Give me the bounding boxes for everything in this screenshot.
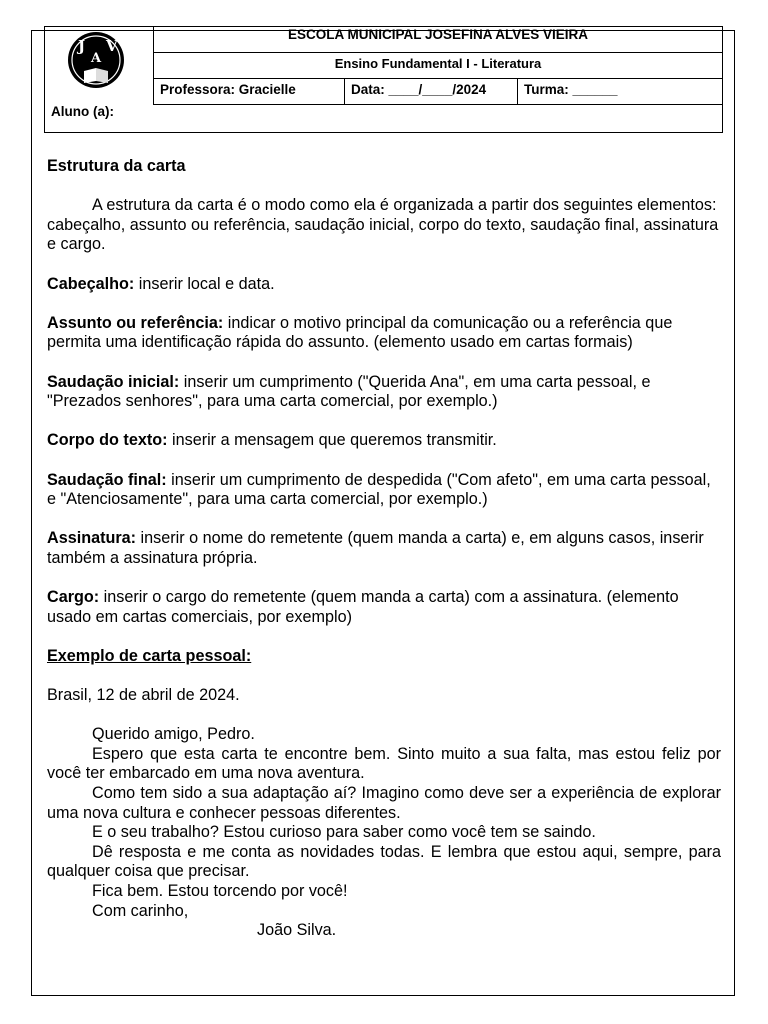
school-name-row: [154, 27, 722, 53]
section-title: Estrutura da carta: [47, 157, 186, 175]
letter-paragraph: Dê resposta e me conta as novidades todas. E lembra que estou aqui, sempre, para qualquer coisa que precisar.: [47, 842, 721, 881]
header-table: [44, 26, 723, 133]
element-text: inserir um cumprimento ("Querida Ana", em uma carta pessoal, e "Prezados senhores", para uma carta comercial, por exemplo.): [47, 372, 651, 411]
letter-signature: João Silva.: [257, 921, 337, 940]
school-name: ESCOLA MUNICIPAL JOSEFINA ALVES VIEIRA: [287, 27, 589, 42]
element-term: Assinatura:: [47, 529, 137, 548]
logo-letter-j: J: [78, 37, 86, 55]
element-saudacao-final: [47, 471, 721, 510]
element-saudacao-inicial: [47, 373, 721, 412]
element-cabecalho: [47, 275, 721, 295]
letter-closing: Com carinho,: [92, 901, 189, 920]
letter-paragraph: E o seu trabalho? Estou curioso para saber como você tem se saindo.: [92, 823, 596, 842]
element-cargo: [47, 588, 721, 627]
element-assunto: [47, 314, 721, 353]
book-icon: [84, 68, 108, 83]
logo-letter-a: A: [90, 51, 102, 66]
element-term: Saudação inicial:: [47, 372, 180, 391]
element-term: Saudação final:: [47, 470, 167, 489]
element-text: inserir um cumprimento de despedida ("Com afeto", em uma carta pessoal, e "Atenciosamente", para uma carta comercial, por exemplo.): [47, 470, 711, 509]
letter-paragraph: Fica bem. Estou torcendo por você!: [92, 881, 348, 900]
element-term: Corpo do texto:: [47, 431, 168, 450]
class-field[interactable]: Turma: ______: [524, 82, 618, 97]
subject-row: [154, 53, 722, 79]
document-content: [47, 157, 721, 941]
element-text: inserir o nome do remetente (quem manda a carta) e, em alguns casos, inserir também a assinatura própria.: [47, 529, 704, 567]
element-term: Assunto ou referência:: [47, 313, 224, 332]
example-heading: Exemplo de carta pessoal:: [47, 646, 252, 665]
element-text: inserir a mensagem que queremos transmitir.: [167, 431, 497, 450]
logo-cell: [45, 27, 154, 105]
info-row: [154, 79, 722, 105]
subject: Ensino Fundamental I - Literatura: [334, 56, 542, 71]
letter-place-date: Brasil, 12 de abril de 2024.: [47, 686, 240, 705]
student-name-field[interactable]: Aluno (a):: [51, 104, 114, 119]
element-term: Cargo:: [47, 588, 100, 607]
letter-paragraph: Como tem sido a sua adaptação aí? Imagino como deve ser a experiência de explorar uma nova cultura e conhecer pessoas diferentes.: [47, 784, 721, 822]
logo-letter-v: V: [106, 37, 118, 55]
teacher-cell: Professora: Gracielle: [154, 79, 345, 105]
date-field[interactable]: Data: ____/____/2024: [345, 79, 518, 105]
letter-greeting: Querido amigo, Pedro.: [92, 725, 255, 744]
letter-paragraph: Espero que esta carta te encontre bem. Sinto muito a sua falta, mas estou feliz por você ter embarcado em uma nova aventura.: [47, 744, 721, 783]
element-text: inserir o cargo do remetente (quem manda a carta) com a assinatura. (elemento usado em cartas comerciais, por exemplo): [47, 588, 679, 626]
element-text: indicar o motivo principal da comunicação ou a referência que permita uma identificação rápida do assunto. (elemento usado em cartas formais): [47, 313, 673, 352]
element-term: Cabeçalho:: [47, 274, 135, 293]
element-text: inserir local e data.: [134, 274, 275, 293]
school-logo: [50, 29, 142, 91]
intro-paragraph: A estrutura da carta é o modo como ela é organizada a partir dos seguintes elementos: cabeçalho, assunto ou referência, saudação inicial, corpo do texto, saudação final, assinatura e cargo.: [47, 196, 719, 254]
element-assinatura: [47, 529, 721, 568]
element-corpo: [47, 431, 721, 451]
